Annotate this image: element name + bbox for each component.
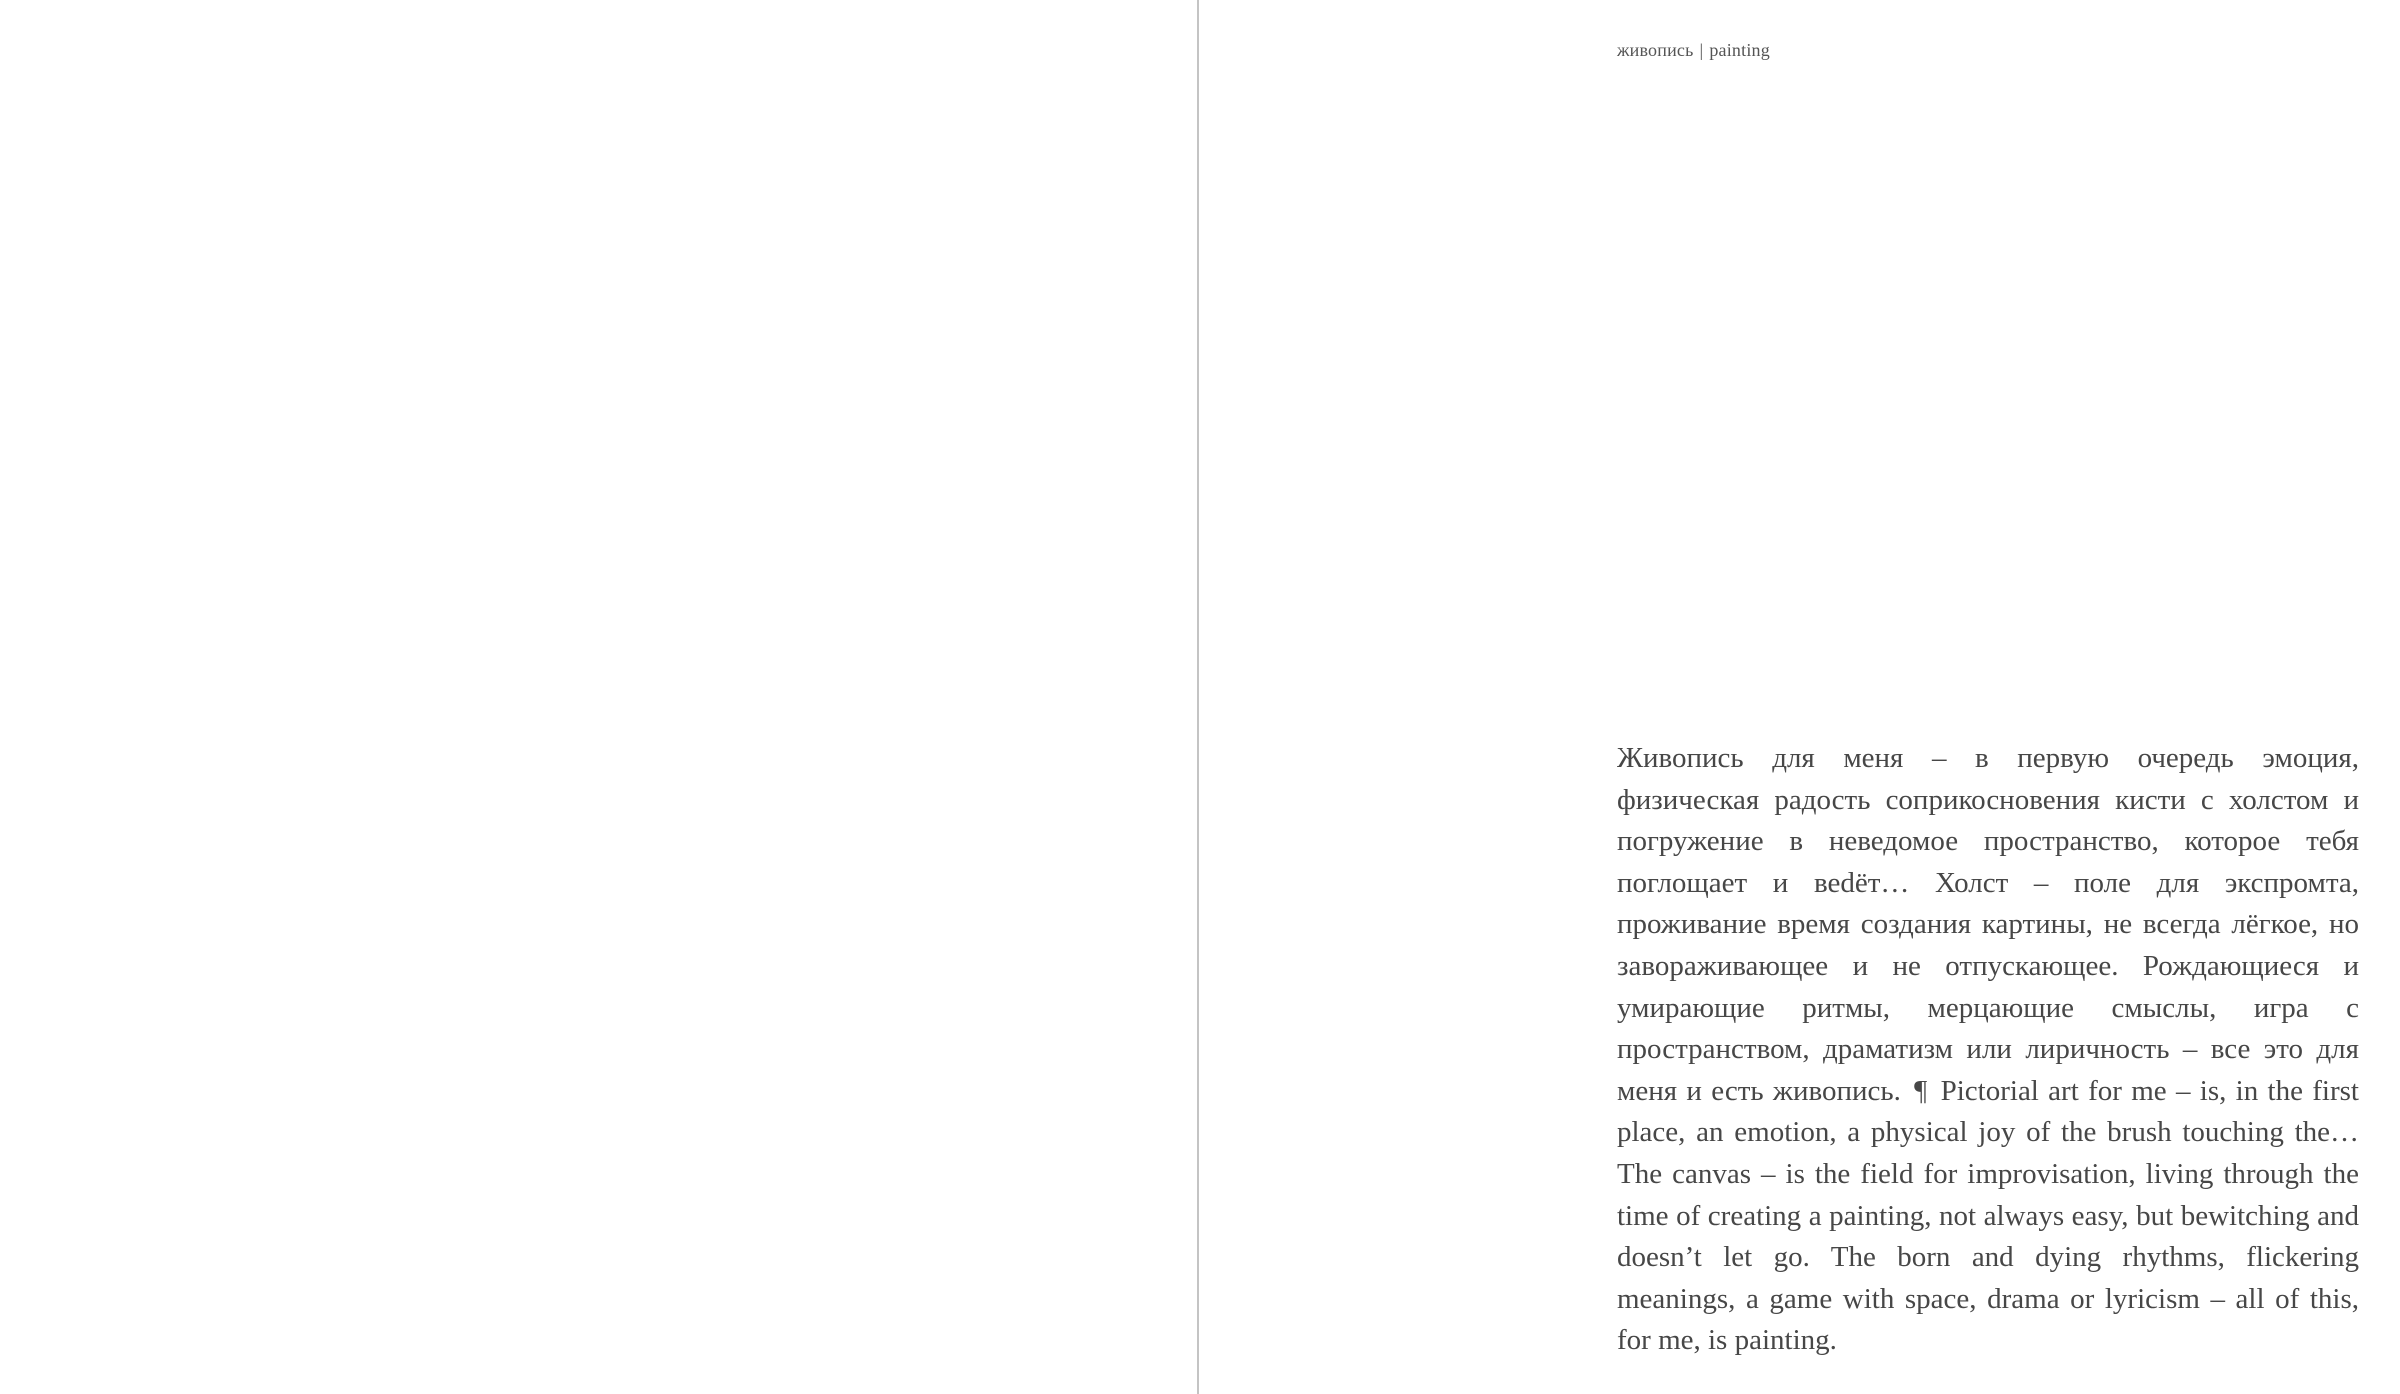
body-text-russian: Живопись для меня – в первую очередь эмоция, физическая радость соприкосновения кисти с холстом и погружение в неведомое пространство, которое тебя поглощает и веdёт… Холст – поле для экспромта, проживание время создания картины, не всегда лёгкое, но завораживающее и не отпускающее. Рождающиеся и умирающие ритмы, мерцающие смыслы, игра с пространством, драматизм или лиричность – все это для меня и есть живопись. — [1617, 742, 2359, 1107]
running-header-separator: | — [1699, 40, 1704, 60]
right-page — [1199, 0, 2400, 1394]
body-text-english: Pictorial art for me – is, in the first place, an emotion, a physical joy of the brush touching the… The canvas – is the field for improvisation, living through the time of creating a painting, not always easy, but bewitching and doesn’t let go. The born and dying rhythms, flickering meanings, a game with space, drama or lyricism – all of this, for me, is painting. — [1617, 1074, 2359, 1357]
running-header-ru: живопись — [1617, 40, 1694, 60]
left-page — [0, 0, 1197, 1394]
body-paragraph — [1617, 738, 2359, 1362]
pilcrow-mark: ¶ — [1914, 1074, 1928, 1107]
running-header — [1617, 40, 1770, 61]
running-header-en: painting — [1709, 40, 1770, 60]
